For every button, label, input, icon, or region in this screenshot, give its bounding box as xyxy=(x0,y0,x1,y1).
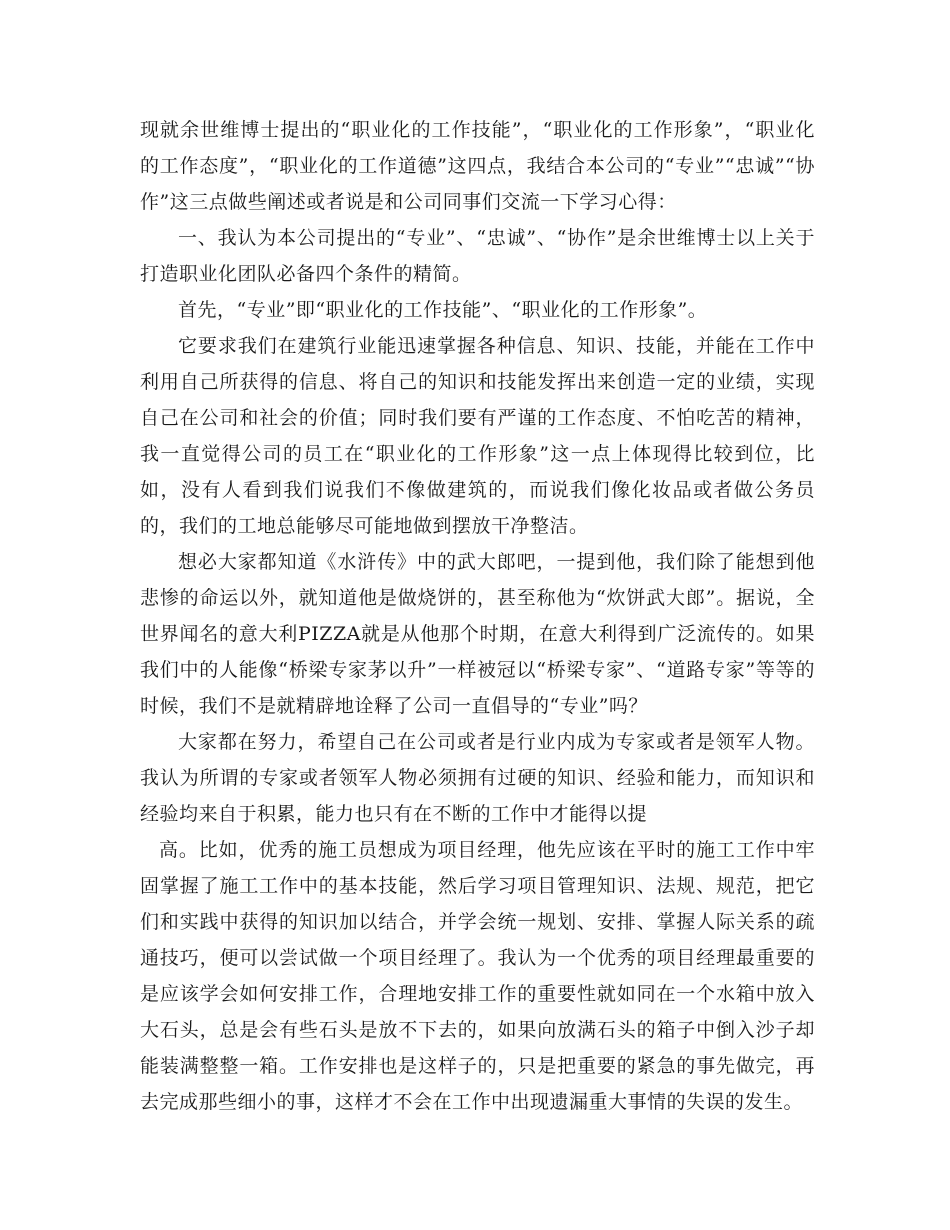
paragraph-point-one: 一、我认为本公司提出的“专业”、“忠诚”、“协作”是余世维博士以上关于打造职业化团队必备四个条件的精简。 xyxy=(140,227,815,285)
paragraph-wu-dalang: 想必大家都知道《水浒传》中的武大郎吧，一提到他，我们除了能想到他悲惨的命运以外，就知道他是做烧饼的，甚至称他为“炊饼武大郎”。据说，全世界闻名的意大利PIZZA就是从他那个时期，在意大利得到广泛流传的。如果我们中的人能像“桥梁专家茅以升”一样被冠以“桥梁专家”、“道路专家”等等的时候，我们不是就精辟地诠释了公司一直倡导的“专业”吗？ xyxy=(140,551,815,717)
paragraph-first-professional: 首先，“专业”即“职业化的工作技能”、“职业化的工作形象”。 xyxy=(178,299,708,321)
paragraph-intro: 现就余世维博士提出的“职业化的工作技能”，“职业化的工作形象”，“职业化的工作态度”，“职业化的工作道德”这四点，我结合本公司的“专业”“忠诚”“协作”这三点做些阐述或者说是和公司同事们交流一下学习心得： xyxy=(140,119,815,213)
document-body xyxy=(140,112,815,1120)
paragraph-project-manager: 高。比如，优秀的施工员想成为项目经理，他先应该在平时的施工工作中牢固掌握了施工工作中的基本技能，然后学习项目管理知识、法规、规范，把它们和实践中获得的知识加以结合，并学会统一规划、安排、掌握人际关系的疏通技巧，便可以尝试做一个项目经理了。我认为一个优秀的项目经理最重要的是应该学会如何安排工作，合理地安排工作的重要性就如同在一个水箱中放入大石头，总是会有些石头是放不下去的，如果向放满石头的箱子中倒入沙子却能装满整整一箱。工作安排也是这样子的，只是把重要的紧急的事先做完，再去完成那些细小的事，这样才不会在工作中出现遗漏重大事情的失误的发生。 xyxy=(140,839,815,1113)
paragraph-requirements: 它要求我们在建筑行业能迅速掌握各种信息、知识、技能，并能在工作中利用自己所获得的信息、将自己的知识和技能发挥出来创造一定的业绩，实现自己在公司和社会的价值；同时我们要有严谨的工作态度、不怕吃苦的精神，我一直觉得公司的员工在“职业化的工作形象”这一点上体现得比较到位，比如，没有人看到我们说我们不像做建筑的，而说我们像化妆品或者做公务员的，我们的工地总能够尽可能地做到摆放干净整洁。 xyxy=(140,335,815,537)
paragraph-experts: 大家都在努力，希望自己在公司或者是行业内成为专家或者是领军人物。我认为所谓的专家或者领军人物必须拥有过硬的知识、经验和能力，而知识和经验均来自于积累，能力也只有在不断的工作中才能得以提 xyxy=(140,731,815,825)
